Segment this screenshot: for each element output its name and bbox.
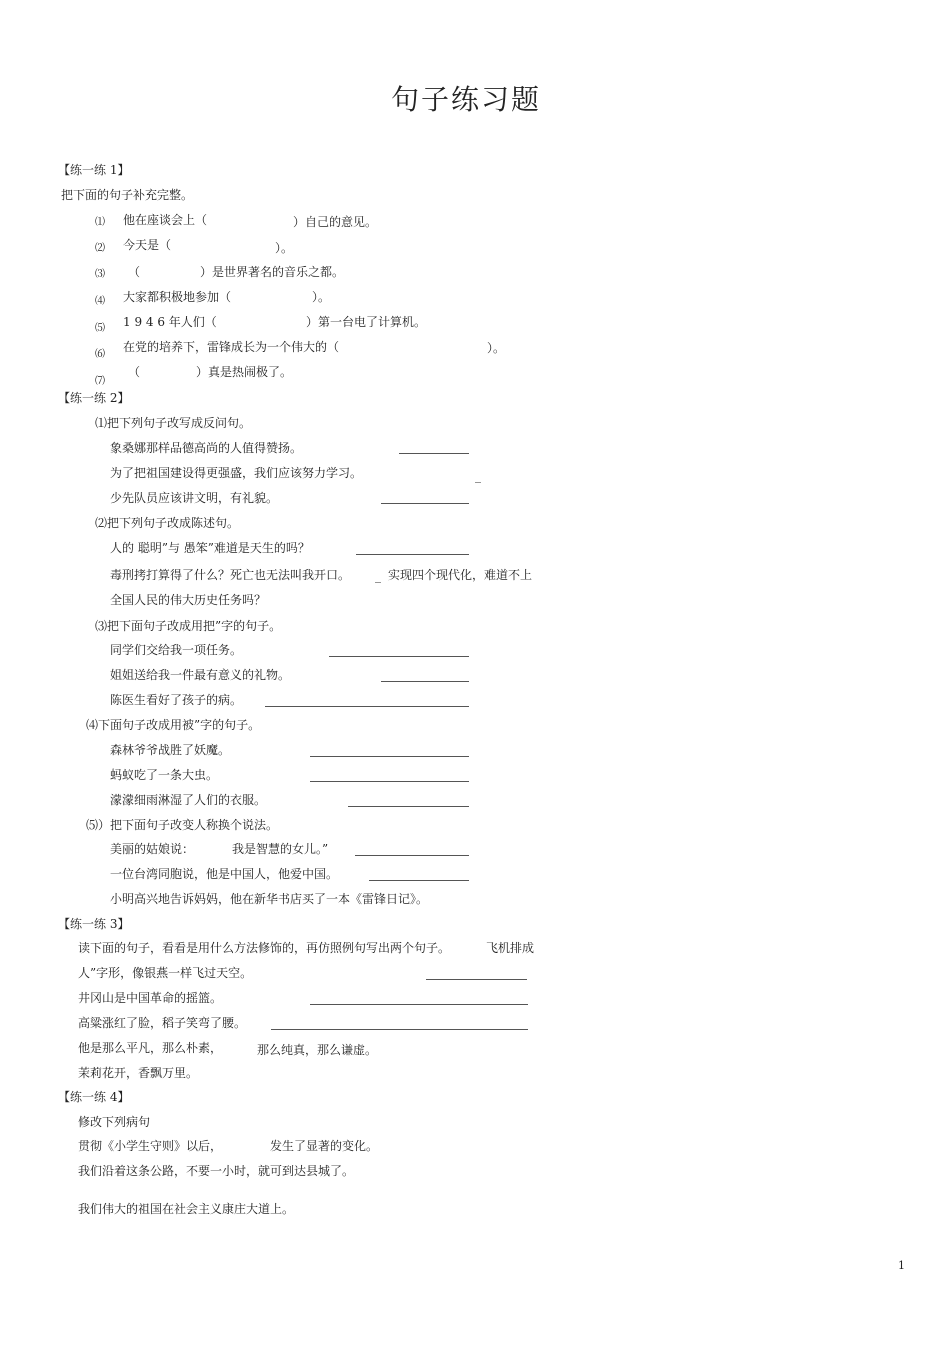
fill-blank-sentence: 1 9 4 6 年人们（ xyxy=(123,315,217,329)
answer-mark: _ xyxy=(375,569,381,583)
answer-mark: _ xyxy=(475,469,481,483)
exercise-sentence: 象桑娜那样品德高尚的人值得赞扬。 xyxy=(110,441,303,455)
answer-line xyxy=(355,855,469,856)
answer-line xyxy=(271,1029,528,1030)
section-1-header: 【练一练 1】 xyxy=(58,163,130,177)
exercise-sentence: 实现四个现代化，难道不上 xyxy=(388,568,533,582)
answer-line xyxy=(265,706,469,707)
answer-line xyxy=(310,781,469,782)
fill-blank-sentence: 大家都积极地参加（ xyxy=(123,290,232,304)
subtask-label: ⑷下面句子改成用被”字的句子。 xyxy=(86,718,261,732)
item-number: ⑺ xyxy=(95,376,105,387)
fill-blank-sentence-end: ）第一台电了计算机。 xyxy=(306,315,427,329)
item-number: ⑹ xyxy=(95,349,105,360)
fill-blank-sentence-end: ）是世界著名的音乐之都。 xyxy=(200,265,345,279)
exercise-sentence: 濛濛细雨淋湿了人们的衣服。 xyxy=(110,793,267,807)
subtask-label: ⑶把下面句子改成用把”字的句子。 xyxy=(95,619,282,633)
exercise-sentence: 我们沿着这条公路，不要一小时，就可到达县城了。 xyxy=(78,1164,355,1178)
fill-blank-sentence-end: ）。 xyxy=(487,341,506,355)
fill-blank-sentence: （ xyxy=(128,365,141,379)
answer-line xyxy=(399,453,469,454)
subtask-label: ⑴把下列句子改写成反问句。 xyxy=(95,416,252,430)
page-title: 句子练习题 xyxy=(391,83,542,116)
exercise-sentence: 全国人民的伟大历史任务吗？ xyxy=(110,593,267,607)
exercise-sentence: 为了把祖国建设得更强盛，我们应该努力学习。 xyxy=(110,466,363,480)
exercise-sentence: 高粱涨红了脸，稻子笑弯了腰。 xyxy=(78,1016,247,1030)
item-number: ⑶ xyxy=(95,269,105,280)
exercise-sentence: 蚂蚁吃了一条大虫。 xyxy=(110,768,219,782)
exercise-sentence: 井冈山是中国革命的摇篮。 xyxy=(78,991,223,1005)
section-2-header: 【练一练 2】 xyxy=(58,391,130,405)
exercise-sentence: 森林爷爷战胜了妖魔。 xyxy=(110,743,231,757)
exercise-sentence: 贯彻《小学生守则》以后， xyxy=(78,1139,223,1153)
answer-line xyxy=(329,656,469,657)
exercise-sentence: 少先队员应该讲文明，有礼貌。 xyxy=(110,491,279,505)
exercise-sentence: 发生了显著的变化。 xyxy=(270,1139,379,1153)
exercise-sentence: 人的 聪明”与 愚笨”难道是天生的吗？ xyxy=(110,541,310,555)
fill-blank-sentence: 在党的培养下，雷锋成长为一个伟大的（ xyxy=(123,340,340,354)
fill-blank-sentence-end: ）自己的意见。 xyxy=(293,215,378,229)
exercise-sentence: 人”字形，像银燕一样飞过天空。 xyxy=(78,966,253,980)
item-number: ⑴ xyxy=(95,217,105,228)
exercise-sentence: 陈医生看好了孩子的病。 xyxy=(110,693,243,707)
exercise-sentence: 同学们交给我一项任务。 xyxy=(110,643,243,657)
exercise-sentence: 毒刑拷打算得了什么？死亡也无法叫我开口。 xyxy=(110,568,351,582)
page-number: 1 xyxy=(898,1259,905,1272)
exercise-sentence: 我是智慧的女儿。” xyxy=(232,842,329,856)
fill-blank-sentence: 他在座谈会上（ xyxy=(123,213,208,227)
subtask-label: ⑸）把下面句子改变人称换个说法。 xyxy=(86,818,279,832)
section-1-instruction: 把下面的句子补充完整。 xyxy=(61,188,194,202)
exercise-sentence: 他是那么平凡，那么朴素， xyxy=(78,1041,223,1055)
exercise-sentence: 我们伟大的祖国在社会主义康庄大道上。 xyxy=(78,1202,295,1216)
exercise-sentence: 一位台湾同胞说，他是中国人，他爱中国。 xyxy=(110,867,339,881)
answer-line xyxy=(426,979,527,980)
exercise-sentence: 读下面的句子，看看是用什么方法修饰的，再仿照例句写出两个句子。 xyxy=(78,941,451,955)
answer-line xyxy=(310,1004,528,1005)
section-4-instruction: 修改下列病句 xyxy=(78,1115,151,1129)
section-4-header: 【练一练 4】 xyxy=(58,1090,130,1104)
fill-blank-sentence: （ xyxy=(128,265,141,279)
exercise-sentence: 姐姐送给我一件最有意义的礼物。 xyxy=(110,668,291,682)
exercise-sentence: 茉莉花开，香飘万里。 xyxy=(78,1066,199,1080)
exercise-sentence: 飞机排成 xyxy=(486,941,535,955)
exercise-sentence: 那么纯真，那么谦虚。 xyxy=(257,1043,378,1057)
item-number: ⑷ xyxy=(95,296,105,307)
fill-blank-sentence-end: ）真是热闹极了。 xyxy=(196,365,293,379)
section-3-header: 【练一练 3】 xyxy=(58,917,130,931)
item-number: ⑵ xyxy=(95,243,105,254)
subtask-label: ⑵把下列句子改成陈述句。 xyxy=(95,516,240,530)
answer-line xyxy=(369,880,469,881)
answer-line xyxy=(310,756,469,757)
fill-blank-sentence: 今天是（ xyxy=(123,238,172,252)
answer-line xyxy=(348,806,469,807)
fill-blank-sentence-end: ）。 xyxy=(275,241,294,255)
item-number: ⑸ xyxy=(95,323,105,334)
exercise-sentence: 美丽的姑娘说： xyxy=(110,842,195,856)
exercise-sentence: 小明高兴地告诉妈妈，他在新华书店买了一本《雷锋日记》。 xyxy=(110,892,429,906)
fill-blank-sentence-end: ）。 xyxy=(312,290,331,304)
answer-line xyxy=(381,503,469,504)
answer-line xyxy=(381,681,469,682)
answer-line xyxy=(356,554,469,555)
